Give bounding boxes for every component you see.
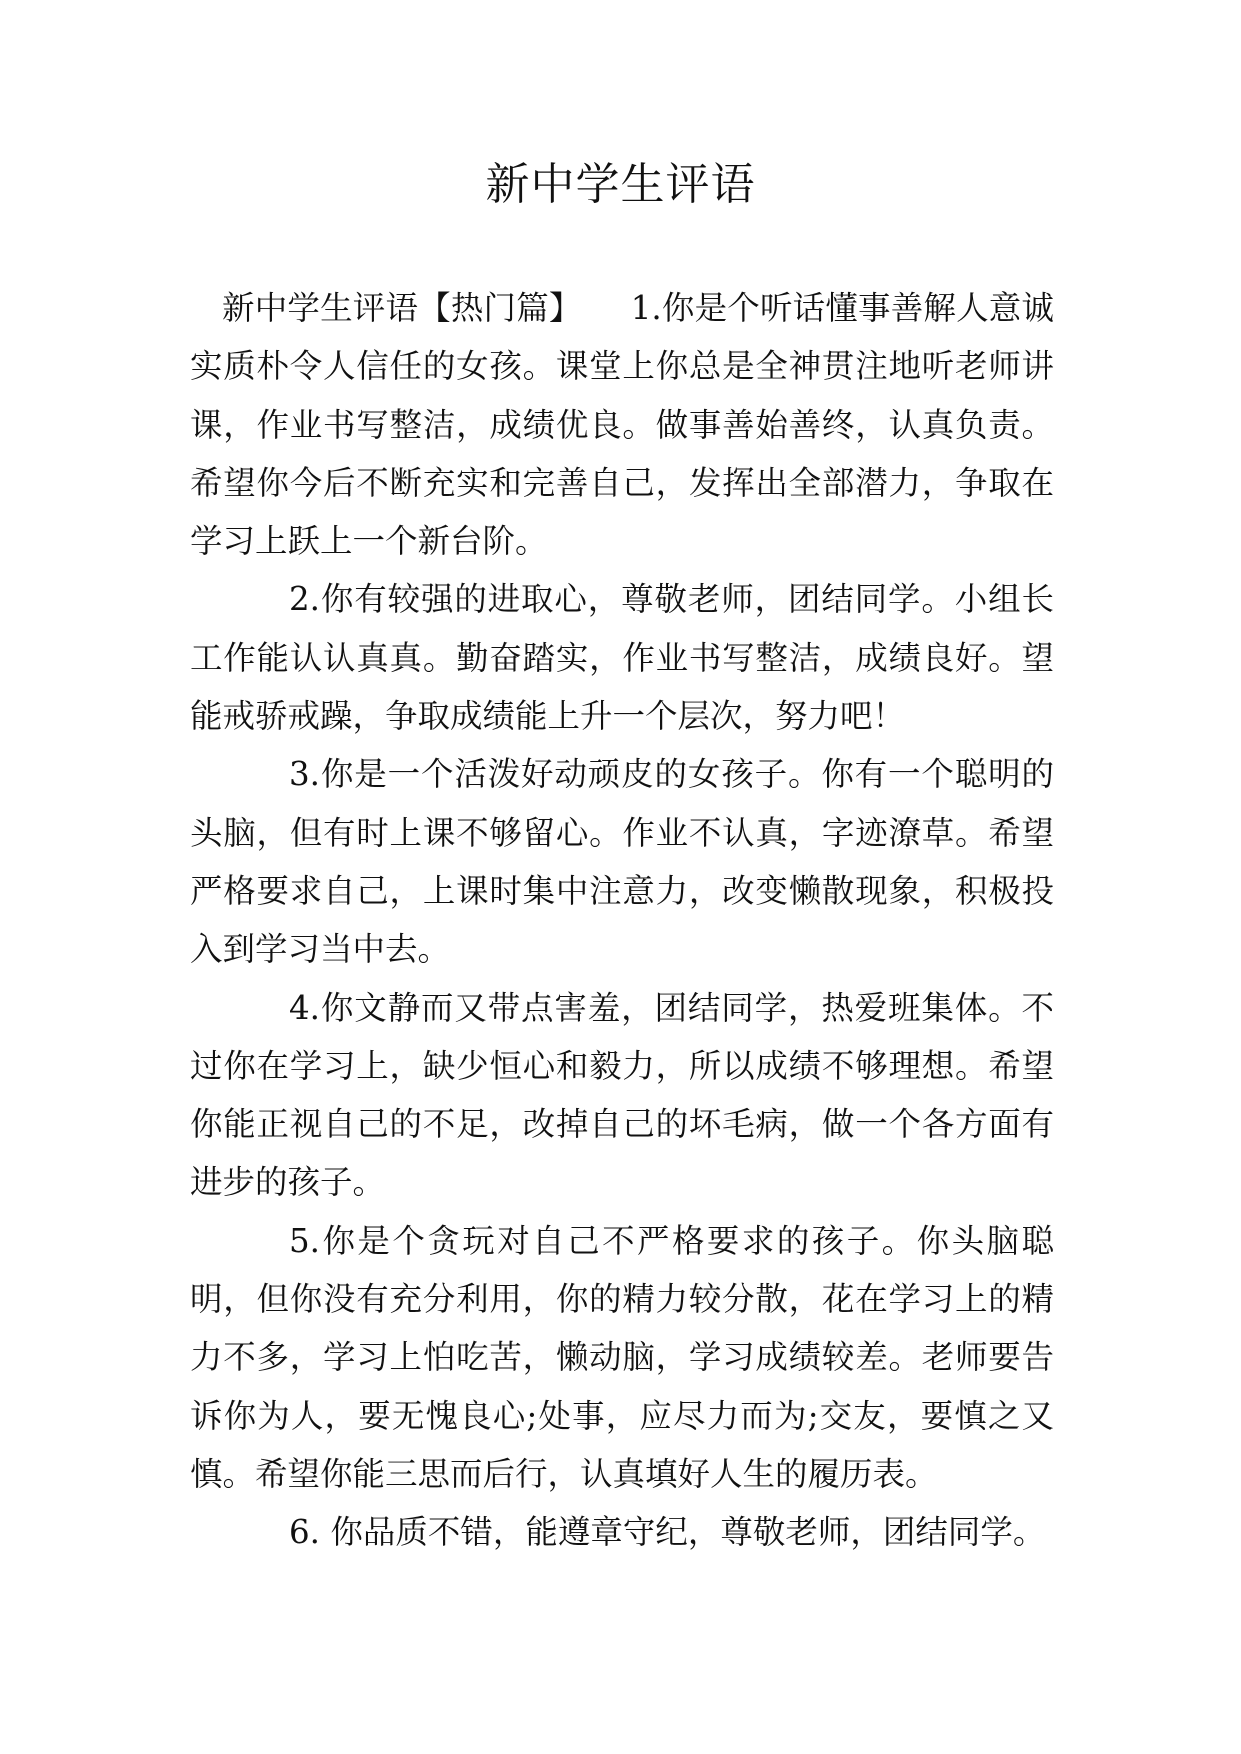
- paragraph-intro-1: 新中学生评语【热门篇】 1.你是个听话懂事善解人意诚实质朴令人信任的女孩。课堂上你总是全神贯注地听老师讲课，作业书写整洁，成绩优良。做事善始善终，认真负责。希望你今后不断充实和完善自己，发挥出全部潜力，争取在学习上跃上一个新台阶。: [190, 289, 1054, 561]
- paragraph-5: 5.你是个贪玩对自己不严格要求的孩子。你头脑聪明，但你没有充分利用，你的精力较分散，花在学习上的精力不多，学习上怕吃苦，懒动脑，学习成绩较差。老师要告诉你为人，要无愧良心;处事，应尽力而为;交友，要慎之又慎。希望你能三思而后行，认真填好人生的履历表。: [190, 1221, 1054, 1493]
- paragraph-6: 6. 你品质不错，能遵章守纪，尊敬老师，团结同学。: [289, 1513, 1046, 1552]
- document-title: 新中学生评语: [485, 159, 756, 210]
- document-body: [190, 279, 1054, 1562]
- paragraph-2: 2.你有较强的进取心，尊敬老师，团结同学。小组长工作能认认真真。勤奋踏实，作业书写整洁，成绩良好。望能戒骄戒躁，争取成绩能上升一个层次，努力吧！: [190, 580, 1054, 736]
- paragraph-3: 3.你是一个活泼好动顽皮的女孩子。你有一个聪明的头脑，但有时上课不够留心。作业不认真，字迹潦草。希望严格要求自己，上课时集中注意力，改变懒散现象，积极投入到学习当中去。: [190, 755, 1054, 969]
- paragraph-4: 4.你文静而又带点害羞，团结同学，热爱班集体。不过你在学习上，缺少恒心和毅力，所以成绩不够理想。希望你能正视自己的不足，改掉自己的坏毛病，做一个各方面有进步的孩子。: [190, 988, 1054, 1202]
